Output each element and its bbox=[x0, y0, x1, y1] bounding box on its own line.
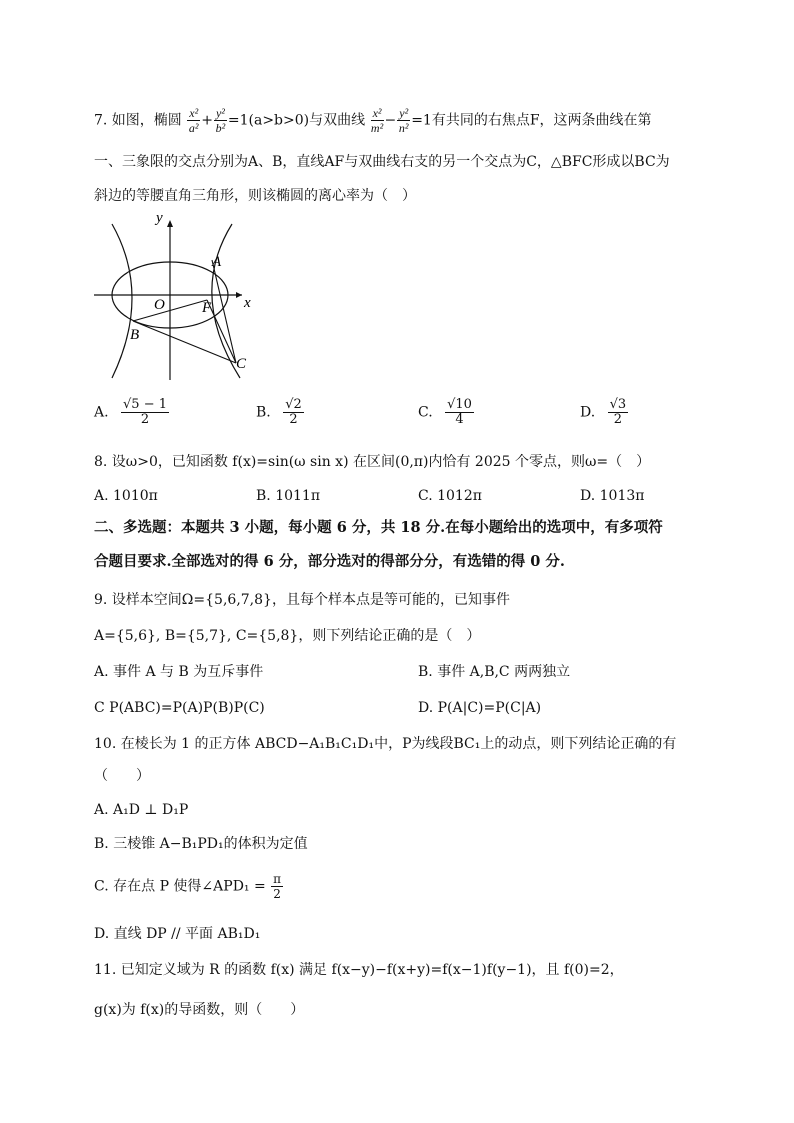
ellipse-frac-y bbox=[214, 106, 227, 135]
frac-num: √3 bbox=[609, 397, 627, 412]
q7-text-mid: =1(a>b>0)与双曲线 bbox=[227, 112, 366, 129]
q10-option-a[interactable]: A. A₁D ⊥ D₁P bbox=[94, 802, 189, 818]
option-text: C. 存在点 P 使得∠APD₁ = bbox=[94, 878, 266, 895]
frac-den: 4 bbox=[455, 412, 464, 427]
q9-option-b[interactable]: B. 事件 A,B,C 两两独立 bbox=[418, 664, 571, 680]
section2-instructions-line1: 二、多选题：本题共 3 小题，每小题 6 分，共 18 分.在每小题给出的选项中，有多项符 bbox=[94, 519, 663, 536]
label-F: F bbox=[202, 300, 212, 316]
q10-option-c[interactable] bbox=[94, 872, 284, 901]
q7-text-pre: 7. 如图，椭圆 bbox=[94, 112, 182, 129]
section2-instructions-line2: 合题目要求.全部选对的得 6 分，部分选对的得部分分，有选错的得 0 分. bbox=[94, 553, 565, 570]
q10-option-d[interactable]: D. 直线 DP // 平面 AB₁D₁ bbox=[94, 926, 261, 942]
option-letter: D. bbox=[580, 404, 596, 421]
frac-den: b² bbox=[215, 121, 226, 135]
frac-den: 2 bbox=[140, 412, 150, 427]
q11-line2: g(x)为 f(x)的导函数，则（ ） bbox=[94, 1002, 305, 1018]
option-fraction bbox=[283, 398, 304, 427]
label-C: C bbox=[236, 356, 247, 372]
hyperbola-left-branch bbox=[112, 224, 132, 378]
q9-line1: 9. 设样本空间Ω={5,6,7,8}，且每个样本点是等可能的，已知事件 bbox=[94, 592, 510, 608]
frac-den: n² bbox=[398, 121, 409, 135]
q8-stem: 8. 设ω>0，已知函数 f(x)=sin(ω sin x) 在区间(0,π)内恰有 2025 个零点，则ω=（ ） bbox=[94, 454, 651, 470]
option-letter: C. bbox=[418, 404, 433, 421]
q11-line1: 11. 已知定义域为 R 的函数 f(x) 满足 f(x−y)−f(x+y)=f(x−1)f(y−1)，且 f(0)=2， bbox=[94, 962, 624, 978]
q7-option-a[interactable] bbox=[94, 398, 170, 427]
option-letter: B. bbox=[256, 404, 271, 421]
frac-num: √10 bbox=[447, 397, 472, 412]
frac-den: 2 bbox=[289, 412, 298, 427]
frac-num: π bbox=[273, 872, 282, 886]
frac-num: x² bbox=[189, 106, 199, 120]
hyperbola-frac-x bbox=[371, 106, 384, 135]
q8-option-c[interactable]: C. 1012π bbox=[418, 488, 482, 504]
q10-option-b[interactable]: B. 三棱锥 A−B₁PD₁的体积为定值 bbox=[94, 836, 308, 852]
option-fraction bbox=[271, 872, 283, 901]
option-fraction bbox=[121, 398, 169, 427]
label-B: B bbox=[130, 327, 140, 343]
q7-option-d[interactable] bbox=[580, 398, 629, 427]
q10-line2: （ ） bbox=[94, 768, 150, 784]
frac-num: x² bbox=[372, 106, 382, 120]
q8-option-d[interactable]: D. 1013π bbox=[580, 488, 645, 504]
q7-line1 bbox=[94, 106, 652, 135]
hyperbola-frac-y bbox=[397, 106, 410, 135]
frac-num: y² bbox=[399, 106, 409, 120]
q8-option-a[interactable]: A. 1010π bbox=[94, 488, 158, 504]
frac-num: √5 − 1 bbox=[123, 397, 167, 412]
q7-figure bbox=[90, 208, 270, 386]
y-axis-arrow bbox=[167, 220, 173, 227]
q7-option-c[interactable] bbox=[418, 398, 475, 427]
label-x: x bbox=[244, 295, 251, 311]
frac-den: m² bbox=[370, 121, 384, 135]
frac-den: a² bbox=[188, 121, 199, 135]
q9-option-a[interactable]: A. 事件 A 与 B 为互斥事件 bbox=[94, 664, 264, 680]
q7-line2: 一、三象限的交点分别为A、B，直线AF与双曲线右支的另一个交点为C，△BFC形成以BC为 bbox=[94, 154, 670, 170]
label-A: A bbox=[212, 254, 222, 270]
minus-sign: − bbox=[384, 112, 397, 129]
frac-num: y² bbox=[215, 106, 225, 120]
option-letter: A. bbox=[94, 404, 109, 421]
ellipse-frac-x bbox=[187, 106, 200, 135]
frac-den: 2 bbox=[613, 412, 623, 427]
q10-line1: 10. 在棱长为 1 的正方体 ABCD−A₁B₁C₁D₁中，P为线段BC₁上的动点，则下列结论正确的有 bbox=[94, 736, 677, 752]
plus-sign: + bbox=[201, 112, 213, 129]
option-fraction bbox=[608, 398, 629, 427]
frac-num: √2 bbox=[285, 397, 302, 412]
frac-den: 2 bbox=[273, 887, 281, 901]
q7-line3: 斜边的等腰直角三角形，则该椭圆的离心率为（ ） bbox=[94, 188, 416, 204]
x-axis-arrow bbox=[236, 292, 242, 298]
line-FC bbox=[207, 300, 236, 363]
option-fraction bbox=[445, 398, 474, 427]
q9-option-c[interactable]: C P(ABC)=P(A)P(B)P(C) bbox=[94, 700, 265, 716]
q7-option-b[interactable] bbox=[256, 398, 305, 427]
label-y: y bbox=[156, 210, 163, 226]
q9-option-d[interactable]: D. P(A|C)=P(C|A) bbox=[418, 700, 542, 716]
q9-line2: A={5,6}, B={5,7}, C={5,8}，则下列结论正确的是（ ） bbox=[94, 628, 481, 644]
q7-text-post: =1有共同的右焦点F，这两条曲线在第 bbox=[411, 112, 652, 129]
label-O: O bbox=[154, 297, 165, 313]
q8-option-b[interactable]: B. 1011π bbox=[256, 488, 321, 504]
